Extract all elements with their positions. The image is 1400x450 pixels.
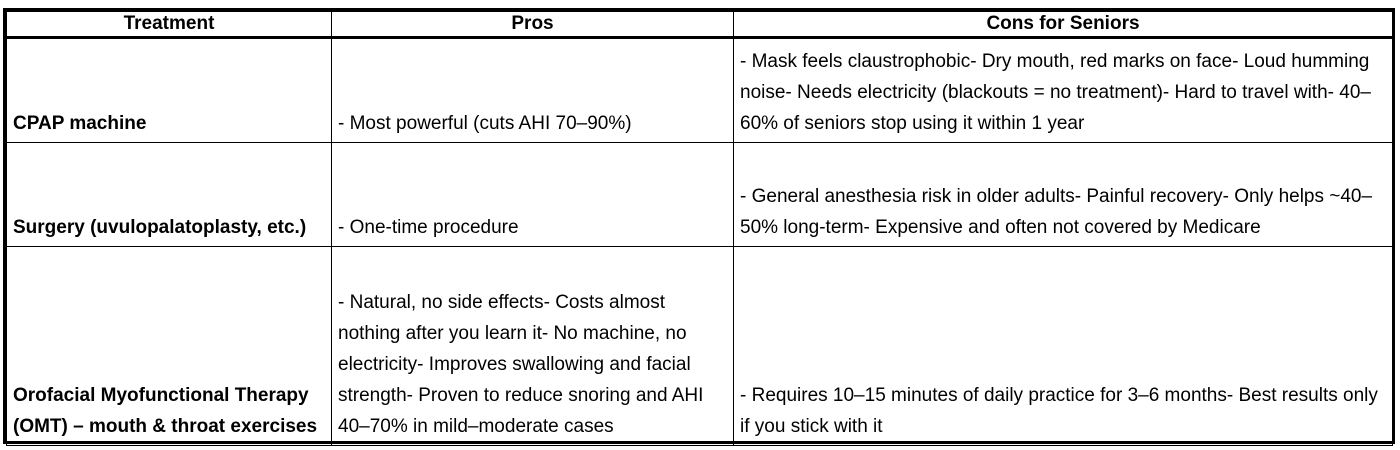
- pros-cell: - Natural, no side effects- Costs almost nothing after you learn it- No machine, no electricity- Improves swallowing and facial strength- Proven to reduce snoring and AHI 40–70% in mild–moderate cases: [332, 247, 734, 446]
- table-row: [7, 247, 1393, 446]
- table-header-row: [7, 12, 1393, 38]
- header-treatment: Treatment: [7, 12, 332, 38]
- treatment-cell: CPAP machine: [7, 38, 332, 143]
- treatment-comparison-table-container: [3, 8, 1395, 444]
- cons-cell: - Requires 10–15 minutes of daily practice for 3–6 months- Best results only if you stick with it: [734, 247, 1393, 446]
- cons-cell: - General anesthesia risk in older adults- Painful recovery- Only helps ~40–50% long-term- Expensive and often not covered by Medicare: [734, 143, 1393, 247]
- table-row: [7, 143, 1393, 247]
- cons-cell: - Mask feels claustrophobic- Dry mouth, red marks on face- Loud humming noise- Needs electricity (blackouts = no treatment)- Hard to travel with- 40–60% of seniors stop using it within 1 year: [734, 38, 1393, 143]
- pros-cell: - One-time procedure: [332, 143, 734, 247]
- pros-cell: - Most powerful (cuts AHI 70–90%): [332, 38, 734, 143]
- header-pros: Pros: [332, 12, 734, 38]
- table-row: [7, 38, 1393, 143]
- treatment-cell: Orofacial Myofunctional Therapy (OMT) – mouth & throat exercises: [7, 247, 332, 446]
- treatment-cell: Surgery (uvulopalatoplasty, etc.): [7, 143, 332, 247]
- header-cons-for-seniors: Cons for Seniors: [734, 12, 1393, 38]
- treatment-comparison-table: [6, 11, 1393, 446]
